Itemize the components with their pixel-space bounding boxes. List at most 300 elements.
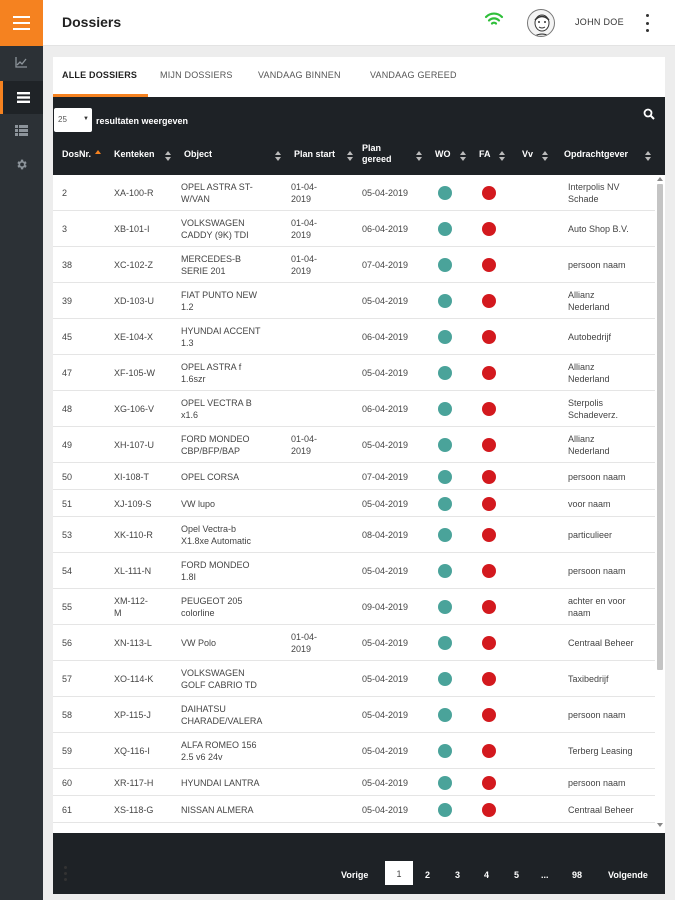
scroll-up-arrow-icon[interactable] (657, 177, 663, 181)
pagination-page-5[interactable]: 5 (514, 870, 520, 880)
wo-status-dot (438, 258, 452, 272)
cell-object (181, 498, 215, 510)
cell-object-line: CBP/BFP/BAP (181, 446, 241, 456)
cell-opdrachtgever (568, 745, 633, 757)
cell-dosnr (62, 529, 72, 541)
cell-dosnr-line: 59 (62, 746, 73, 756)
cell-opdrachtgever-line: Taxibedrijf (568, 674, 609, 684)
cell-object-line: colorline (181, 608, 215, 618)
cell-dosnr-line: 57 (62, 674, 73, 684)
cell-plan-gereed-line: 05-04-2019 (362, 638, 409, 648)
cell-plan-start-line: 01-04- (291, 182, 318, 192)
column-header-dosnr[interactable]: DosNr. (62, 149, 92, 159)
cell-plan-gereed (362, 403, 408, 415)
cell-plan-start (291, 217, 317, 241)
cell-opdrachtgever (568, 595, 626, 619)
table-footer (53, 833, 665, 894)
fa-status-dot (482, 803, 496, 817)
cell-opdrachtgever-line: persoon naam (568, 566, 626, 576)
fa-status-dot (482, 470, 496, 484)
cell-object-line: 1.8I (181, 572, 197, 582)
cell-opdrachtgever (568, 709, 626, 721)
cell-opdrachtgever (568, 259, 626, 271)
cell-kenteken (114, 565, 151, 577)
cell-kenteken-line: XS-118-G (114, 804, 154, 815)
cell-object-line: VW Polo (181, 638, 217, 648)
cell-opdrachtgever-line: Nederland (568, 302, 610, 312)
table-row[interactable] (53, 769, 655, 796)
cell-kenteken-line: XC-102-Z (114, 260, 154, 270)
cell-dosnr-line: 45 (62, 332, 73, 342)
cell-kenteken-line: XR-117-H (114, 777, 154, 788)
column-header-wo[interactable]: WO (435, 149, 451, 159)
cell-plan-gereed-line: 05-04-2019 (362, 188, 409, 198)
fa-status-dot (482, 330, 496, 344)
table-row[interactable] (53, 175, 655, 211)
column-header-plan-gereed-line1: Plan (362, 143, 382, 153)
column-header-fa[interactable]: FA (479, 149, 491, 159)
cell-object-line: FIAT PUNTO NEW (181, 290, 258, 300)
pagination-current-page[interactable]: 1 (385, 861, 413, 885)
wo-status-dot (438, 672, 452, 686)
cell-opdrachtgever-line: Autobedrijf (568, 332, 612, 342)
wo-status-dot (438, 402, 452, 416)
cell-dosnr (62, 745, 72, 757)
cell-dosnr-line: 51 (62, 498, 73, 509)
cell-plan-gereed (362, 498, 408, 510)
cell-dosnr (62, 331, 72, 343)
table-row[interactable] (53, 355, 655, 391)
cell-opdrachtgever-line: persoon naam (568, 260, 626, 270)
search-icon[interactable] (643, 108, 655, 120)
wo-status-dot (438, 564, 452, 578)
user-name[interactable]: JOHN DOE (575, 17, 624, 27)
cell-opdrachtgever (568, 673, 609, 685)
fa-status-dot (482, 366, 496, 380)
table-row[interactable] (53, 796, 655, 823)
fa-status-dot (482, 744, 496, 758)
cell-plan-gereed-line: 05-04-2019 (362, 566, 409, 576)
column-header-kenteken[interactable]: Kenteken (114, 149, 155, 159)
cell-plan-gereed-line: 08-04-2019 (362, 530, 409, 540)
cell-plan-gereed-line: 07-04-2019 (362, 471, 409, 482)
wo-status-dot (438, 438, 452, 452)
fa-status-dot (482, 528, 496, 542)
cell-object-line: OPEL CORSA (181, 471, 240, 482)
cell-kenteken (114, 259, 153, 271)
cell-plan-gereed (362, 471, 408, 483)
cell-object-line: OPEL ASTRA f (181, 362, 242, 372)
cell-opdrachtgever-line: voor naam (568, 498, 611, 509)
scroll-down-arrow-icon[interactable] (657, 823, 663, 827)
cell-plan-gereed (362, 709, 408, 721)
cell-dosnr (62, 601, 72, 613)
cell-kenteken-line: XH-107-U (114, 440, 155, 450)
tab-vandaag-gereed[interactable]: VANDAAG GEREED (370, 70, 457, 80)
cell-kenteken-line: XO-114-K (114, 674, 154, 684)
cell-dosnr (62, 439, 72, 451)
cell-opdrachtgever-line: Allianz (568, 434, 595, 444)
fa-status-dot (482, 186, 496, 200)
column-header-vv[interactable]: Vv (522, 149, 534, 159)
cell-opdrachtgever-line: Schadeverz. (568, 410, 619, 420)
table-row[interactable] (53, 427, 655, 463)
cell-dosnr (62, 223, 67, 235)
sort-icon[interactable] (499, 151, 505, 161)
cell-object (181, 703, 262, 727)
wo-status-dot (438, 222, 452, 236)
pagination-previous[interactable]: Vorige (341, 870, 369, 880)
scrollbar[interactable] (656, 175, 664, 831)
column-header-plan-start[interactable]: Plan start (294, 149, 336, 159)
cell-opdrachtgever (568, 433, 610, 457)
cell-object (181, 559, 250, 583)
cell-opdrachtgever-line: Auto Shop B.V. (568, 224, 629, 234)
cell-plan-gereed-line: 05-04-2019 (362, 440, 409, 450)
cell-object (181, 804, 254, 816)
table-row[interactable] (53, 463, 655, 490)
more-options-icon[interactable] (62, 866, 68, 881)
cell-plan-gereed-line: 06-04-2019 (362, 224, 409, 234)
cell-opdrachtgever-line: Allianz (568, 362, 595, 372)
sidebar (0, 0, 43, 900)
gear-icon (15, 158, 28, 171)
cell-object-line: 1.2 (181, 302, 194, 312)
cell-object-line: GOLF CABRIO TD (181, 680, 257, 690)
tab-vandaag-binnen[interactable]: VANDAAG BINNEN (258, 70, 341, 80)
table-row[interactable] (53, 490, 655, 517)
table-row[interactable] (53, 211, 655, 247)
cell-object (181, 217, 249, 241)
cell-object (181, 777, 260, 789)
cell-object (181, 397, 252, 421)
wo-status-dot (438, 528, 452, 542)
column-header-opdrachtgever[interactable]: Opdrachtgever (564, 149, 629, 159)
cell-plan-gereed (362, 637, 408, 649)
cell-kenteken (114, 439, 154, 451)
cell-plan-gereed (362, 331, 408, 343)
cell-object-line: NISSAN ALMERA (181, 804, 254, 815)
cell-plan-gereed-line: 05-04-2019 (362, 777, 409, 788)
cell-plan-gereed-line: 05-04-2019 (362, 746, 409, 756)
table-body (53, 175, 655, 831)
cell-plan-start-line: 2019 (291, 266, 312, 276)
cell-opdrachtgever (568, 529, 612, 541)
cell-object-line: OPEL VECTRA B (181, 398, 252, 408)
cell-plan-start-line: 2019 (291, 194, 312, 204)
cell-dosnr (62, 403, 72, 415)
cell-opdrachtgever (568, 223, 629, 235)
cell-opdrachtgever-line: persoon naam (568, 777, 626, 788)
cell-plan-gereed-line: 05-04-2019 (362, 368, 409, 378)
column-header-object[interactable]: Object (184, 149, 213, 159)
cell-object-line: VW lupo (181, 498, 216, 509)
cell-object (181, 433, 250, 457)
cell-kenteken-line: XK-110-R (114, 530, 153, 540)
cell-dosnr (62, 637, 72, 649)
table-row[interactable] (53, 391, 655, 427)
sort-icon[interactable] (460, 151, 466, 161)
cell-object-line: VOLKSWAGEN (181, 668, 245, 678)
menu-icon[interactable] (0, 0, 43, 46)
cell-object-line: FORD MONDEO (181, 560, 250, 570)
sidebar-item-settings[interactable] (0, 148, 43, 181)
pagination-ellipsis: ... (541, 870, 549, 880)
cell-plan-gereed (362, 529, 408, 541)
cell-plan-gereed (362, 673, 408, 685)
cell-plan-gereed (362, 601, 408, 613)
pagination-page-3[interactable]: 3 (455, 870, 461, 880)
table-row[interactable] (53, 283, 655, 319)
cell-dosnr-line: 56 (62, 638, 73, 648)
cell-plan-gereed (362, 804, 408, 816)
cell-kenteken (114, 745, 150, 757)
cell-dosnr (62, 471, 72, 483)
fa-status-dot (482, 258, 496, 272)
cell-dosnr (62, 367, 72, 379)
cell-plan-start-line: 2019 (291, 446, 312, 456)
cell-dosnr (62, 709, 72, 721)
sidebar-item-dashboard[interactable] (0, 46, 43, 79)
cell-kenteken-line: XF-105-W (114, 368, 156, 378)
cell-kenteken (114, 595, 148, 619)
table-row[interactable] (53, 247, 655, 283)
cell-object (181, 289, 257, 313)
cell-dosnr (62, 295, 72, 307)
cell-kenteken-line: XD-103-U (114, 296, 155, 306)
table-row[interactable] (53, 697, 655, 733)
cell-kenteken-line: XL-111-N (114, 566, 152, 576)
cell-plan-start (291, 433, 317, 457)
pagination-next[interactable]: Volgende (608, 870, 648, 880)
cell-opdrachtgever-line: naam (568, 608, 591, 618)
cell-kenteken (114, 223, 150, 235)
cell-object (181, 523, 251, 547)
cell-plan-gereed (362, 187, 408, 199)
tab-alle-dossiers[interactable]: ALLE DOSSIERS (62, 70, 138, 80)
wo-status-dot (438, 776, 452, 790)
table-row[interactable] (53, 589, 655, 625)
wo-status-dot (438, 366, 452, 380)
cell-object-line: Opel Vectra-b (181, 524, 237, 534)
table-row[interactable] (53, 625, 655, 661)
wifi-icon (484, 11, 504, 27)
cell-plan-start (291, 181, 317, 205)
cell-dosnr (62, 565, 72, 577)
cell-plan-gereed-line: 05-04-2019 (362, 296, 409, 306)
list-icon (17, 92, 30, 103)
top-bar (43, 0, 675, 46)
cell-dosnr-line: 53 (62, 530, 73, 540)
table-row[interactable] (53, 319, 655, 355)
cell-kenteken (114, 367, 155, 379)
cell-plan-start-line: 01-04- (291, 218, 318, 228)
cell-object (181, 471, 239, 483)
cell-kenteken-line: XE-104-X (114, 332, 154, 342)
table-row[interactable] (53, 553, 655, 589)
pagination-page-2[interactable]: 2 (425, 870, 431, 880)
column-header-plan-gereed[interactable] (362, 143, 392, 165)
table-icon (15, 125, 28, 136)
cell-kenteken-line: XP-115-J (114, 710, 151, 720)
cell-kenteken (114, 403, 154, 415)
cell-opdrachtgever (568, 804, 634, 816)
cell-plan-gereed (362, 223, 408, 235)
cell-plan-gereed (362, 565, 408, 577)
tab-bar (53, 57, 665, 97)
cell-kenteken (114, 295, 154, 307)
dossiers-card (53, 57, 665, 894)
results-per-page-value: 25 (58, 115, 67, 124)
cell-kenteken (114, 777, 153, 789)
cell-plan-start-line: 2019 (291, 230, 312, 240)
cell-plan-gereed-line: 05-04-2019 (362, 674, 409, 684)
cell-dosnr (62, 804, 72, 816)
sort-icon[interactable] (645, 151, 651, 161)
fa-status-dot (482, 708, 496, 722)
cell-opdrachtgever-line: persoon naam (568, 710, 626, 720)
sort-icon[interactable] (542, 151, 548, 161)
cell-kenteken (114, 471, 149, 483)
pagination-page-4[interactable]: 4 (484, 870, 490, 880)
cell-kenteken (114, 673, 153, 685)
cell-kenteken-line: M (114, 608, 122, 618)
cell-dosnr (62, 187, 67, 199)
chart-line-icon (15, 57, 28, 68)
cell-plan-start-line: 2019 (291, 644, 312, 654)
cell-dosnr-line: 2 (62, 188, 68, 198)
cell-opdrachtgever-line: Centraal Beheer (568, 804, 634, 815)
cell-plan-gereed (362, 777, 408, 789)
fa-status-dot (482, 497, 496, 511)
cell-opdrachtgever-line: Centraal Beheer (568, 638, 634, 648)
cell-dosnr-line: 39 (62, 296, 73, 306)
more-options-icon[interactable] (644, 14, 650, 32)
sort-icon[interactable] (416, 151, 422, 161)
cell-plan-gereed-line: 09-04-2019 (362, 602, 409, 612)
sort-icon[interactable] (275, 151, 281, 161)
cell-kenteken-line: XJ-109-S (114, 498, 152, 509)
cell-dosnr-line: 38 (62, 260, 73, 270)
fa-status-dot (482, 294, 496, 308)
cell-dosnr-line: 3 (62, 224, 68, 234)
results-per-page-label: resultaten weergeven (96, 116, 189, 126)
cell-dosnr-line: 48 (62, 404, 73, 414)
cell-plan-gereed (362, 439, 408, 451)
sidebar-item-overview[interactable] (0, 114, 43, 147)
tab-mijn-dossiers[interactable]: MIJN DOSSIERS (160, 70, 233, 80)
cell-opdrachtgever-line: particulieer (568, 530, 613, 540)
cell-dosnr-line: 55 (62, 602, 73, 612)
fa-status-dot (482, 636, 496, 650)
cell-dosnr-line: 60 (62, 777, 73, 788)
cell-object-line: CHARADE/VALERA (181, 716, 263, 726)
cell-object-line: HYUNDAI LANTRA (181, 777, 260, 788)
cell-object-line: X1.8xe Automatic (181, 536, 252, 546)
table-row[interactable] (53, 661, 655, 697)
sort-icon[interactable] (347, 151, 353, 161)
cell-dosnr-line: 47 (62, 368, 73, 378)
scrollbar-thumb[interactable] (657, 184, 663, 670)
cell-plan-gereed-line: 05-04-2019 (362, 498, 409, 509)
cell-object-line: CADDY (9K) TDI (181, 230, 249, 240)
wo-status-dot (438, 636, 452, 650)
cell-opdrachtgever (568, 361, 610, 385)
cell-object (181, 181, 253, 205)
results-per-page-select[interactable] (54, 108, 92, 132)
cell-object-line: MERCEDES-B (181, 254, 242, 264)
cell-dosnr-line: 49 (62, 440, 73, 450)
cell-plan-start-line: 01-04- (291, 632, 318, 642)
cell-opdrachtgever-line: Sterpolis (568, 398, 604, 408)
cell-dosnr-line: 61 (62, 804, 73, 815)
wo-status-dot (438, 186, 452, 200)
cell-object-line: SERIE 201 (181, 266, 226, 276)
cell-opdrachtgever (568, 637, 634, 649)
pagination-last-page[interactable]: 98 (572, 870, 583, 880)
cell-kenteken (114, 804, 153, 816)
cell-plan-gereed-line: 06-04-2019 (362, 332, 409, 342)
cell-object-line: DAIHATSU (181, 704, 226, 714)
cell-plan-start (291, 253, 317, 277)
chevron-down-icon: ▼ (83, 116, 89, 122)
cell-object (181, 637, 216, 649)
fa-status-dot (482, 438, 496, 452)
table-row[interactable] (53, 733, 655, 769)
cell-kenteken (114, 529, 153, 541)
wo-status-dot (438, 330, 452, 344)
cell-plan-gereed (362, 295, 408, 307)
cell-kenteken-line: XB-101-I (114, 224, 150, 234)
sort-icon[interactable] (165, 151, 171, 161)
cell-kenteken-line: XA-100-R (114, 188, 154, 198)
cell-kenteken (114, 331, 153, 343)
cell-object (181, 361, 241, 385)
cell-object-line: ALFA ROMEO 156 (181, 740, 257, 750)
cell-opdrachtgever (568, 397, 618, 421)
cell-opdrachtgever (568, 777, 626, 789)
fa-status-dot (482, 672, 496, 686)
page-title: Dossiers (62, 14, 122, 30)
cell-object-line: VOLKSWAGEN (181, 218, 245, 228)
cell-object-line: 2.5 v6 24v (181, 752, 223, 762)
cell-opdrachtgever (568, 471, 626, 483)
cell-opdrachtgever-line: Nederland (568, 374, 610, 384)
fa-status-dot (482, 600, 496, 614)
avatar[interactable] (527, 9, 555, 37)
sidebar-item-dossiers[interactable] (0, 81, 43, 114)
cell-plan-start-line: 01-04- (291, 434, 318, 444)
cell-opdrachtgever-line: persoon naam (568, 471, 626, 482)
cell-object-line: PEUGEOT 205 (181, 596, 243, 606)
cell-object (181, 253, 241, 277)
cell-dosnr-line: 54 (62, 566, 73, 576)
wo-status-dot (438, 470, 452, 484)
cell-opdrachtgever-line: Nederland (568, 446, 610, 456)
cell-plan-start-line: 01-04- (291, 254, 318, 264)
cell-plan-gereed-line: 05-04-2019 (362, 710, 409, 720)
cell-opdrachtgever-line: Allianz (568, 290, 595, 300)
cell-plan-gereed-line: 06-04-2019 (362, 404, 409, 414)
wo-status-dot (438, 744, 452, 758)
cell-opdrachtgever (568, 331, 611, 343)
table-row[interactable] (53, 517, 655, 553)
wo-status-dot (438, 803, 452, 817)
table-header (53, 97, 665, 175)
cell-opdrachtgever-line: Schade (568, 194, 599, 204)
cell-dosnr-line: 58 (62, 710, 73, 720)
cell-kenteken (114, 637, 152, 649)
